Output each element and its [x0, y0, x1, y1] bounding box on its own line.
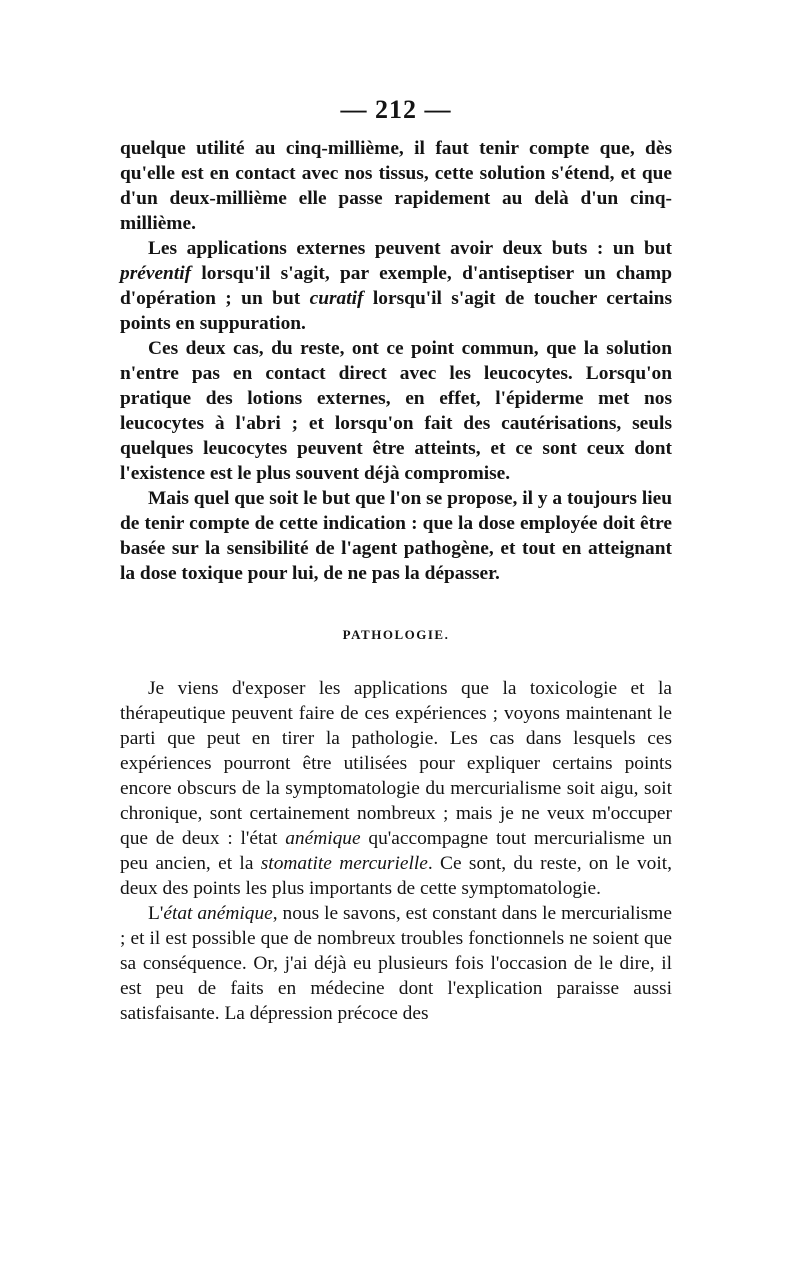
paragraph: Les applications externes peuvent avoir deux buts : un but préventif lorsqu'il s'agit, par exemple, d'antiseptiser un champ d'opération ; un but curatif lorsqu'il s'agit de toucher certains points en suppuration. — [120, 238, 672, 334]
paragraph: quelque utilité au cinq-millième, il faut tenir compte que, dès qu'elle est en contact avec nos tissus, cette solution s'étend, et que d'un deux-millième elle passe rapidement au delà d'un cinq-millième. — [120, 138, 672, 234]
paragraph: Mais quel que soit le but que l'on se propose, il y a toujours lieu de tenir compte de cette indication : que la dose employée doit être basée sur la sensibilité de l'agent pathogène, et tout en atteignant la dose toxique pour lui, de ne pas la dépasser. — [120, 488, 672, 584]
book-page — [120, 90, 672, 1026]
italic-term: stomatite mercurielle — [260, 853, 428, 874]
italic-term: état anémique — [163, 903, 273, 924]
section-heading: PATHOLOGIE. — [342, 627, 450, 642]
italic-term: curatif — [309, 288, 364, 309]
text-block-before-section — [120, 136, 672, 586]
italic-term: anémique — [285, 828, 361, 849]
paragraph: L'état anémique, nous le savons, est constant dans le mercurialisme ; et il est possible que de nombreux troubles fonctionnels ne soient que sa conséquence. Or, j'ai déjà eu plusieurs fois l'occasion de le dire, il est peu de faits en médecine dont l'explication paraisse aussi satisfaisante. La dépression précoce des — [120, 903, 672, 1024]
page-number: — 212 — — [340, 95, 452, 124]
italic-term: préventif — [120, 263, 192, 284]
text-block-pathologie — [120, 676, 672, 1026]
paragraph: Je viens d'exposer les applications que la toxicologie et la thérapeutique peuvent faire de ces expériences ; voyons maintenant le parti que peut en tirer la pathologie. Les cas dans lesquels ces expériences pourront être utilisées pour expliquer certains points encore obscurs de la symptomatologie du mercurialisme soit aigu, soit chronique, sont certainement nombreux ; mais je ne veux m'occuper que de deux : l'état anémique qu'accompagne tout mercurialisme un peu ancien, et la stomatite mercurielle. Ce sont, du reste, on le voit, deux des points les plus importants de cette symptomatologie. — [120, 678, 672, 899]
paragraph: Ces deux cas, du reste, ont ce point commun, que la solution n'entre pas en contact direct avec les leucocytes. Lorsqu'on pratique des lotions externes, en effet, l'épiderme met nos leucocytes à l'abri ; et lorsqu'on fait des cautérisations, seuls quelques leucocytes peuvent être atteints, et ce sont ceux dont l'existence est le plus souvent déjà compromise. — [120, 338, 672, 484]
